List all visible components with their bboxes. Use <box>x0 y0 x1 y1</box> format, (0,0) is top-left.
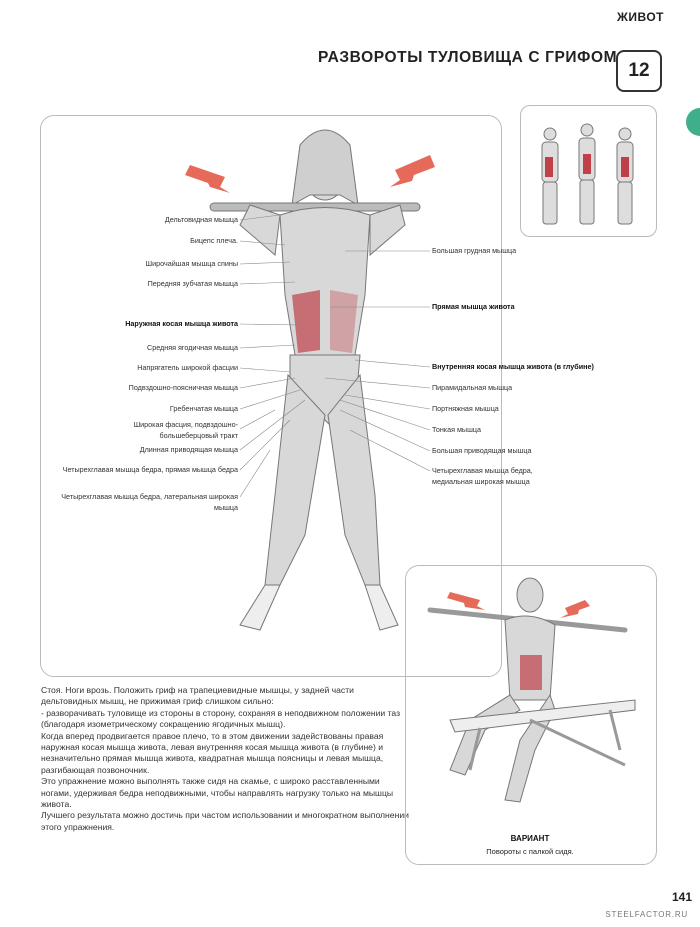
exercise-number-badge: 12 <box>616 50 662 92</box>
watermark: STEELFACTOR.RU <box>605 910 688 919</box>
label-iliopsoas: Подвздошно-поясничная мышца <box>128 383 238 392</box>
description-paragraph: Лучшего результата можно достичь при частом использовании и многократном выполнении этого упражнения. <box>41 810 409 832</box>
label-internal-oblique: Внутренняя косая мышца живота (в глубине) <box>432 362 594 371</box>
page-title: РАЗВОРОТЫ ТУЛОВИЩА С ГРИФОМ <box>318 49 618 66</box>
variant-arrow-right <box>560 600 590 618</box>
label-serratus: Передняя зубчатая мышца <box>147 279 238 288</box>
description-paragraph: Это упражнение можно выполнять также сидя на скамье, с широко расставленными ногами, удерживая бедра неподвижными, чтобы направлять нагрузку только на мышцы живота. <box>41 776 394 810</box>
label-adductor-longus: Длинная приводящая мышца <box>139 445 238 454</box>
label-pectineus: Гребенчатая мышца <box>169 404 238 413</box>
variant-subtitle: Повороты с палкой сидя. <box>486 847 574 856</box>
label-adductor-magnus: Большая приводящая мышца <box>432 446 532 455</box>
description-paragraph: - разворачивать туловище из стороны в сторону, сохраняя в неподвижном положении таз (благодаря изометрическому сокращению ягодичных мышц). <box>41 707 401 730</box>
description-paragraph: Когда вперед продвигается правое плечо, то в этом движении задействованы правая наружная косая мышца живота, левая внутренняя косая мышца живота (в глубине) и незначительно прямая мышца живота, квадратная мышца поясницы и левая мышца, разгибающая позвоночник. <box>41 730 384 775</box>
label-gluteus-medius: Средняя ягодичная мышца <box>147 343 238 352</box>
description-paragraph: Стоя. Ноги врозь. Положить гриф на трапециевидные мышцы, у задней части дельтовидных мышц, не прижимая гриф слишком сильно: <box>41 685 354 707</box>
label-rectus-abdominis: Прямая мышца живота <box>432 302 515 311</box>
label-vastus-lateralis: Четырехглавая мышца бедра, латеральная широкая мышца <box>61 492 238 512</box>
label-rectus-femoris: Четырехглавая мышца бедра, прямая мышца бедра <box>62 465 238 474</box>
label-gracilis: Тонкая мышца <box>432 425 481 434</box>
variant-arrow-left <box>447 592 485 610</box>
label-sartorius: Портняжная мышца <box>432 404 499 413</box>
label-pectoralis-major: Большая грудная мышца <box>432 246 517 255</box>
label-tensor-fasciae: Напрягатель широкой фасции <box>137 363 238 372</box>
label-iliotibial-tract: Широкая фасция, подвздошно-большеберцовый тракт <box>133 420 238 440</box>
label-external-oblique: Наружная косая мышца живота <box>125 319 238 328</box>
label-pyramidalis: Пирамидальная мышца <box>432 383 513 392</box>
section-title: ЖИВОТ <box>616 10 664 24</box>
label-vastus-medialis: Четырехглавая мышца бедра, медиальная широкая мышца <box>432 466 533 486</box>
variant-title: ВАРИАНТ <box>510 834 550 843</box>
page-number: 141 <box>671 890 692 904</box>
seated-variant-illustration <box>410 570 650 820</box>
exercise-description <box>41 685 411 833</box>
label-deltoid: Дельтовидная мышца <box>164 215 238 224</box>
label-biceps: Бицепс плеча. <box>190 236 238 245</box>
label-latissimus: Широчайшая мышца спины <box>145 259 238 268</box>
